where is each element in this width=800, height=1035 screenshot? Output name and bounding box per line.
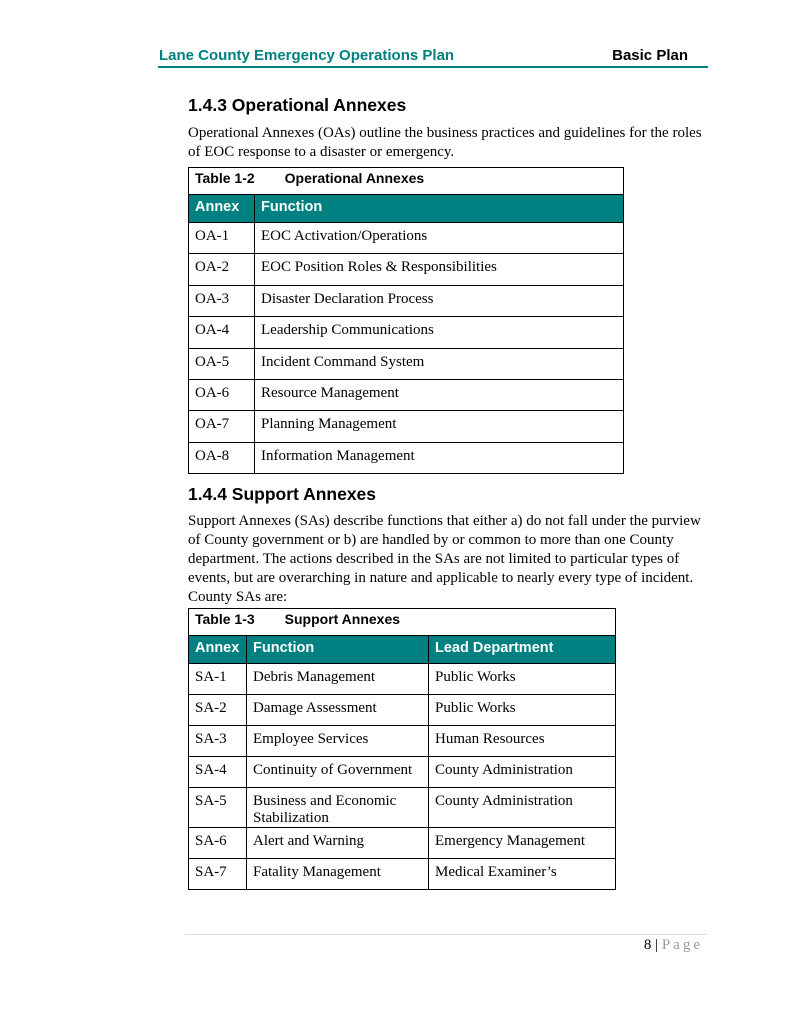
page-header bbox=[158, 46, 708, 68]
table-row bbox=[189, 828, 616, 859]
table-row bbox=[189, 788, 616, 828]
table-row bbox=[189, 285, 624, 316]
table-cell: Information Management bbox=[255, 442, 624, 473]
table-row bbox=[189, 317, 624, 348]
table-cell: County Administration bbox=[429, 788, 616, 828]
column-header-annex: Annex bbox=[189, 636, 247, 664]
table-cell: Human Resources bbox=[429, 726, 616, 757]
column-header-function: Function bbox=[255, 195, 624, 223]
oa-heading: 1.4.3 Operational Annexes bbox=[188, 95, 407, 115]
table-cell: Medical Examiner’s bbox=[429, 859, 616, 890]
table-row bbox=[189, 411, 624, 442]
table-row bbox=[189, 757, 616, 788]
table-cell: SA-6 bbox=[189, 828, 247, 859]
table-cell: OA-8 bbox=[189, 442, 255, 473]
table-cell: Business and Economic Stabilization bbox=[247, 788, 429, 828]
table-cell: EOC Position Roles & Responsibilities bbox=[255, 254, 624, 285]
column-header-function: Function bbox=[247, 636, 429, 664]
table-cell: OA-3 bbox=[189, 285, 255, 316]
table-cell: Alert and Warning bbox=[247, 828, 429, 859]
table-cell: Public Works bbox=[429, 664, 616, 695]
table-cell: SA-5 bbox=[189, 788, 247, 828]
table-cell: Emergency Management bbox=[429, 828, 616, 859]
table-row bbox=[189, 348, 624, 379]
table-cell: Employee Services bbox=[247, 726, 429, 757]
table-cell: Planning Management bbox=[255, 411, 624, 442]
table-cell: SA-4 bbox=[189, 757, 247, 788]
table-cell: County Administration bbox=[429, 757, 616, 788]
table-cell: Damage Assessment bbox=[247, 695, 429, 726]
table-cell: Leadership Communications bbox=[255, 317, 624, 348]
table-row bbox=[189, 859, 616, 890]
section-title: Basic Plan bbox=[612, 47, 688, 64]
table-cell: Resource Management bbox=[255, 379, 624, 410]
table-cell: OA-5 bbox=[189, 348, 255, 379]
sa-intro: Support Annexes (SAs) describe functions that either a) do not fall under the purview of County government or b) are handled by or common to more than one County department. The actions described in the SAs are not limited to particular types of events, but are overarching in nature and applicable to nearly every type of incident. County SAs are: bbox=[188, 513, 701, 605]
table-row bbox=[189, 664, 616, 695]
table-cell: SA-7 bbox=[189, 859, 247, 890]
column-header-lead-department: Lead Department bbox=[429, 636, 616, 664]
table-caption: Table 1-2 Operational Annexes bbox=[189, 168, 624, 195]
table-cell: Incident Command System bbox=[255, 348, 624, 379]
oa-intro: Operational Annexes (OAs) outline the business practices and guidelines for the roles of EOC response to a disaster or emergency. bbox=[188, 125, 702, 160]
table-cell: SA-2 bbox=[189, 695, 247, 726]
document-title: Lane County Emergency Operations Plan bbox=[159, 47, 455, 64]
table-cell: SA-1 bbox=[189, 664, 247, 695]
table-caption: Table 1-3 Support Annexes bbox=[189, 609, 616, 636]
table-cell: OA-1 bbox=[189, 223, 255, 254]
page-number: 8 | Page bbox=[643, 937, 703, 953]
table-cell: EOC Activation/Operations bbox=[255, 223, 624, 254]
table-cell: OA-7 bbox=[189, 411, 255, 442]
column-header-annex: Annex bbox=[189, 195, 255, 223]
table-row bbox=[189, 223, 624, 254]
table-cell: Public Works bbox=[429, 695, 616, 726]
table-cell: Continuity of Government bbox=[247, 757, 429, 788]
sa-heading: 1.4.4 Support Annexes bbox=[188, 484, 377, 504]
table-row bbox=[189, 442, 624, 473]
table-cell: OA-4 bbox=[189, 317, 255, 348]
table-cell: SA-3 bbox=[189, 726, 247, 757]
table-row bbox=[189, 379, 624, 410]
table-row bbox=[189, 254, 624, 285]
table-cell: Debris Management bbox=[247, 664, 429, 695]
sa-table bbox=[188, 608, 616, 890]
table-row bbox=[189, 695, 616, 726]
table-cell: Disaster Declaration Process bbox=[255, 285, 624, 316]
table-cell: Fatality Management bbox=[247, 859, 429, 890]
footer-divider bbox=[185, 934, 707, 935]
table-cell: OA-6 bbox=[189, 379, 255, 410]
oa-table bbox=[188, 167, 624, 474]
table-row bbox=[189, 726, 616, 757]
table-cell: OA-2 bbox=[189, 254, 255, 285]
